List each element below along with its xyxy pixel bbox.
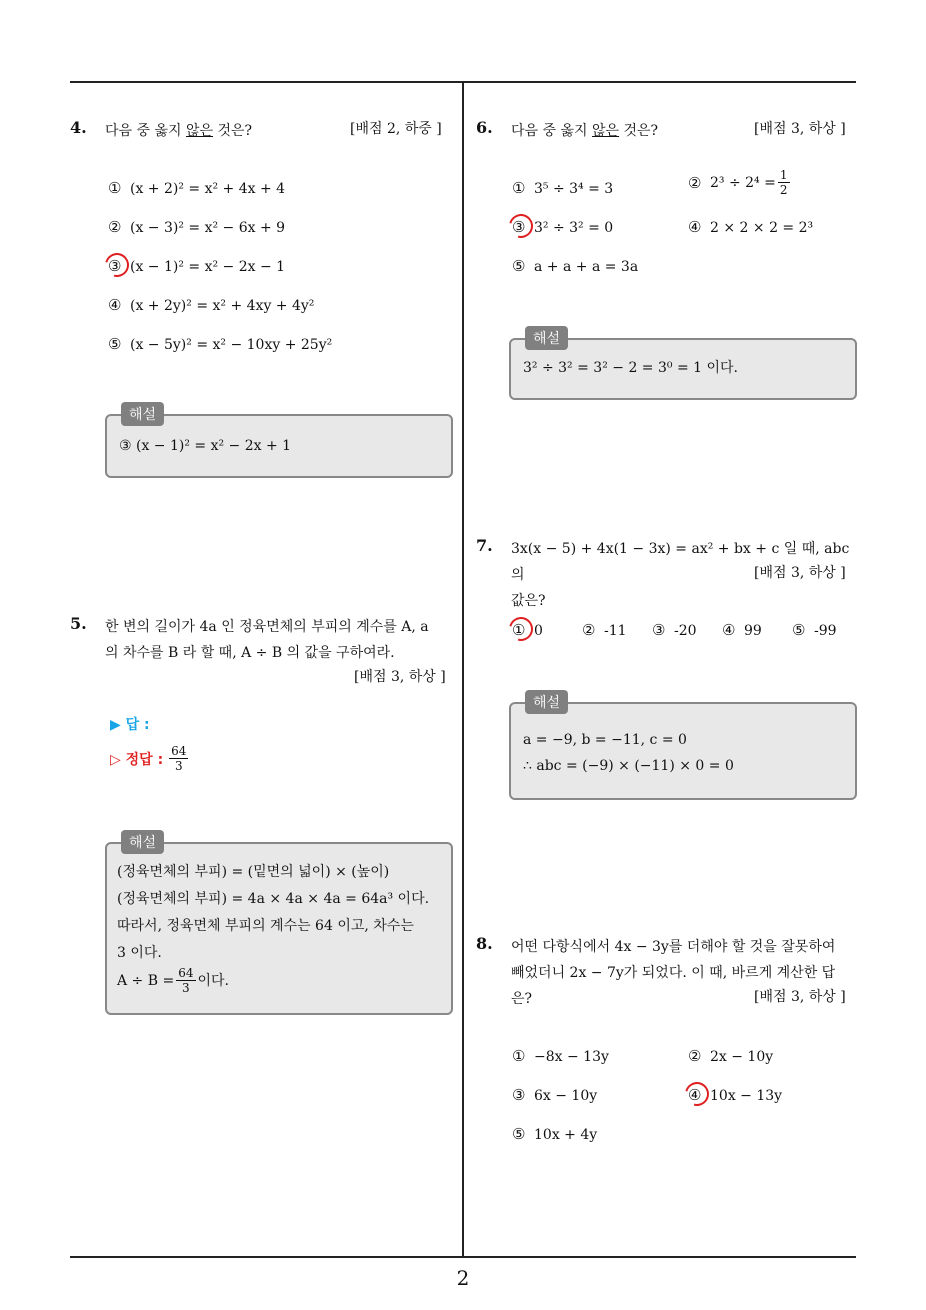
question-text: 다음 중 옳지 않은 것은? bbox=[511, 123, 659, 139]
correct-answer: ▷ 정답 : $\frac{64}{3}$ bbox=[110, 744, 187, 773]
question-number: 8. bbox=[476, 934, 493, 953]
question-text: 어떤 다항식에서 4x − 3y를 더해야 할 것을 잘못하여 빼었더니 2x − 7y가 되었다. 이 때, 바르게 계산한 답 은? bbox=[511, 939, 836, 1007]
question-6 bbox=[476, 118, 860, 408]
solution-text: 3² ÷ 3² = 3² − 2 = 3⁰ = 1 이다. bbox=[523, 360, 738, 376]
solution-box bbox=[105, 835, 453, 1015]
option-5[interactable]: ⑤ (x − 5y)² = x² − 10xy + 25y² bbox=[108, 335, 333, 353]
solution-tag: 해설 bbox=[525, 690, 568, 714]
question-4 bbox=[70, 118, 454, 488]
solution-tag: 해설 bbox=[121, 830, 164, 854]
question-number: 4. bbox=[70, 118, 87, 137]
option-5[interactable]: ⑤ a + a + a = 3a bbox=[512, 257, 639, 275]
solution-line-5: A ÷ B = $\frac{64}{3}$ 이다. bbox=[117, 966, 229, 995]
solution-line-1: a = −9, b = −11, c = 0 bbox=[523, 732, 687, 748]
option-2[interactable]: ② (x − 3)² = x² − 6x + 9 bbox=[108, 218, 286, 236]
question-number: 6. bbox=[476, 118, 493, 137]
solution-tag: 해설 bbox=[525, 326, 568, 350]
option-4[interactable]: ④ 99 bbox=[722, 621, 762, 639]
question-text: 다음 중 옳지 않은 것은? bbox=[105, 123, 253, 139]
answer-input-label[interactable]: ▶ 답 : bbox=[110, 717, 150, 733]
solution-line-2: (정육면체의 부피) = 4a × 4a × 4a = 64a³ 이다. bbox=[117, 891, 430, 907]
option-3[interactable]: ③ (x − 1)² = x² − 2x − 1 bbox=[108, 257, 286, 275]
question-number: 5. bbox=[70, 614, 87, 633]
question-7 bbox=[476, 536, 860, 806]
option-5[interactable]: ⑤ 10x + 4y bbox=[512, 1125, 598, 1143]
solution-line-1: (정육면체의 부피) = (밑면의 넓이) × (높이) bbox=[117, 864, 390, 880]
option-4[interactable]: ④ 10x − 13y bbox=[688, 1086, 783, 1104]
solution-box bbox=[509, 695, 857, 800]
column-divider bbox=[462, 83, 464, 1256]
question-points: [배점 3, 하상 ] bbox=[754, 989, 846, 1005]
question-points: [배점 3, 하상 ] bbox=[354, 669, 446, 685]
option-1[interactable]: ① 3⁵ ÷ 3⁴ = 3 bbox=[512, 179, 614, 197]
question-8 bbox=[476, 934, 860, 1154]
bottom-rule bbox=[70, 1256, 856, 1258]
solution-line-4: 3 이다. bbox=[117, 945, 162, 961]
option-2[interactable]: ② 2³ ÷ 2⁴ = $\frac{1}{2}$ bbox=[688, 168, 788, 197]
option-4[interactable]: ④ 2 × 2 × 2 = 2³ bbox=[688, 218, 814, 236]
solution-text: ③ (x − 1)² = x² − 2x + 1 bbox=[119, 438, 292, 454]
question-text: 한 변의 길이가 4a 인 정육면체의 부피의 계수를 A, a 의 차수를 B 라 할 때, A ÷ B 의 값을 구하여라. bbox=[105, 619, 429, 661]
option-2[interactable]: ② 2x − 10y bbox=[688, 1047, 774, 1065]
option-3[interactable]: ③ 6x − 10y bbox=[512, 1086, 598, 1104]
option-1[interactable]: ① 0 bbox=[512, 621, 543, 639]
page-number: 2 bbox=[456, 1266, 470, 1290]
question-points: [배점 3, 하상 ] bbox=[754, 121, 846, 137]
option-1[interactable]: ① −8x − 13y bbox=[512, 1047, 609, 1065]
question-points: [배점 3, 하상 ] bbox=[754, 565, 846, 581]
solution-box bbox=[509, 331, 857, 400]
option-3[interactable]: ③ 3² ÷ 3² = 0 bbox=[512, 218, 614, 236]
option-2[interactable]: ② -11 bbox=[582, 621, 627, 639]
option-5[interactable]: ⑤ -99 bbox=[792, 621, 837, 639]
solution-tag: 해설 bbox=[121, 402, 164, 426]
question-5 bbox=[70, 614, 454, 1014]
solution-line-3: 따라서, 정육면체 부피의 계수는 64 이고, 차수는 bbox=[117, 918, 414, 934]
solution-line-2: ∴ abc = (−9) × (−11) × 0 = 0 bbox=[523, 758, 734, 774]
option-3[interactable]: ③ -20 bbox=[652, 621, 697, 639]
question-number: 7. bbox=[476, 536, 493, 555]
option-1[interactable]: ① (x + 2)² = x² + 4x + 4 bbox=[108, 179, 286, 197]
solution-box bbox=[105, 407, 453, 478]
question-text: 3x(x − 5) + 4x(1 − 3x) = ax² + bx + c 일 때, abc 의 값은? bbox=[511, 541, 850, 609]
question-points: [배점 2, 하중 ] bbox=[350, 121, 442, 137]
option-4[interactable]: ④ (x + 2y)² = x² + 4xy + 4y² bbox=[108, 296, 315, 314]
